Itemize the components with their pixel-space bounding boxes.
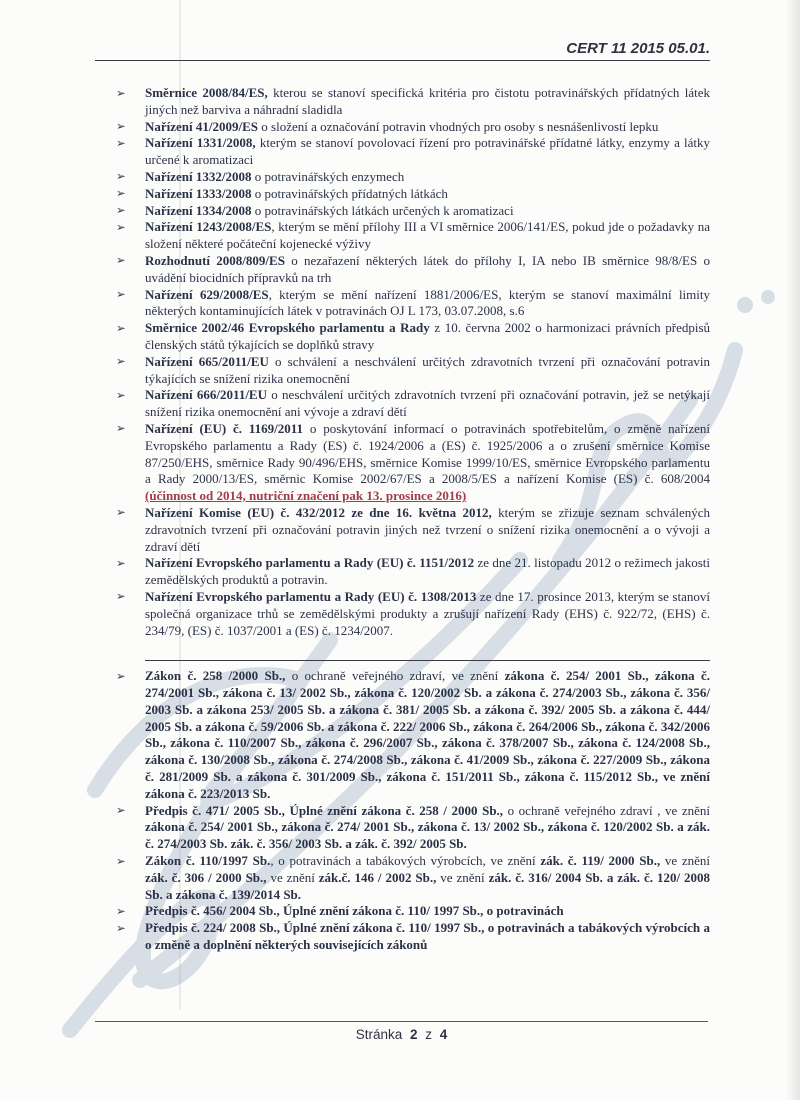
list-item-text: Nařízení (EU) č. 1169/2011 o poskytování informací o potravinách spotřebitelům, o změně nařízení Evropského parlamentu a Rady (ES) č. 1924/2006 a (ES) č. 1925/2006 a o zrušení směrnice Komise 87/250/EHS, směrnice Rady 90/496/EHS, směrnice Komise 1999/10/ES, směrnice Evropského parlamentu a Rady 2000/13/ES, směrnic Komise 2002/67/ES a 2008/5/ES a nařízení Komise (ES) č. 608/2004 (účinnost od 2014, nutriční značení pak 13. prosince 2016) xyxy=(145,420,710,504)
footer-of: z xyxy=(425,1027,433,1042)
arrow-bullet-icon: ➢ xyxy=(116,356,126,369)
list-item xyxy=(95,555,710,589)
list-item-text: Nařízení 666/2011/EU o neschválení určitých zdravotních tvrzení při označování potravin, jež se netýkají snížení rizika onemocnění ani vývoje a zdraví dětí xyxy=(145,387,710,420)
list-item-text: Předpis č. 224/ 2008 Sb., Úplné znění zákona č. 110/ 1997 Sb., o potravinách a tabákových výrobcích a o změně a doplnění některých souvisejících zákonů xyxy=(145,920,710,953)
regulation-list-1 xyxy=(95,85,710,639)
arrow-bullet-icon: ➢ xyxy=(116,289,126,302)
arrow-bullet-icon: ➢ xyxy=(116,805,126,818)
footer-page-number: 2 xyxy=(409,1027,418,1042)
list-item-text: Nařízení 1243/2008/ES, kterým se mění přílohy III a VI směrnice 2006/141/ES, pokud jde o požadavky na složení některé počáteční kojenecké výživy xyxy=(145,219,711,252)
arrow-bullet-icon: ➢ xyxy=(116,171,126,184)
list-item-text: Nařízení 629/2008/ES, kterým se mění nařízení 1881/2006/ES, kterým se stanoví maximální limity některých kontaminujících látek v potravinách OJ L 173, 03.07.2008, s.6 xyxy=(145,286,710,319)
footer-label: Stránka xyxy=(355,1027,403,1042)
list-item xyxy=(95,387,710,421)
arrow-bullet-icon: ➢ xyxy=(116,87,126,100)
list-item-text: Nařízení 41/2009/ES o složení a označování potravin vhodných pro osoby s nesnášenlivostí lepku xyxy=(145,118,659,134)
arrow-bullet-icon: ➢ xyxy=(116,905,126,918)
list-item xyxy=(95,903,710,920)
list-item xyxy=(95,853,710,903)
document-content xyxy=(95,40,710,954)
arrow-bullet-icon: ➢ xyxy=(116,205,126,218)
list-item xyxy=(95,668,710,802)
document-code: CERT 11 2015 05.01. xyxy=(566,40,710,57)
list-item-text: Nařízení 1333/2008 o potravinářských přídatných látkách xyxy=(145,185,448,201)
arrow-bullet-icon: ➢ xyxy=(116,137,126,150)
list-item-text: Nařízení 665/2011/EU o schválení a neschválení určitých zdravotních tvrzení při označování potravin týkajících se snížení rizika onemocnění xyxy=(145,353,710,386)
arrow-bullet-icon: ➢ xyxy=(116,188,126,201)
list-item-text: Rozhodnutí 2008/809/ES o nezařazení některých látek do přílohy I, IA nebo IB směrnice 98/8/ES o uvádění biocidních přípravků na trh xyxy=(145,252,710,285)
list-item-text: Předpis č. 456/ 2004 Sb., Úplné znění zákona č. 110/ 1997 Sb., o potravinách xyxy=(145,903,564,919)
list-item xyxy=(95,421,710,505)
list-item xyxy=(95,119,710,136)
arrow-bullet-icon: ➢ xyxy=(116,322,126,335)
list-item-text: Nařízení Evropského parlamentu a Rady (EU) č. 1151/2012 ze dne 21. listopadu 2012 o režimech jakosti zemědělských produktů a potravin. xyxy=(145,555,710,588)
arrow-bullet-icon: ➢ xyxy=(116,507,126,520)
list-item-text: Směrnice 2008/84/ES, kterou se stanoví specifická kritéria pro čistotu potravinářských přídatných látek jiných než barviva a náhradní sladidla xyxy=(145,85,711,117)
arrow-bullet-icon: ➢ xyxy=(116,557,126,570)
list-item-text: Předpis č. 471/ 2005 Sb., Úplné znění zákona č. 258 / 2000 Sb., o ochraně veřejného zdraví , ve znění zákona č. 254/ 2001 Sb., zákona č. 274/ 2001 Sb., zákona č. 13/ 2002 Sb., zákona č. 120/2002 Sb. a zák. č. 274/2003 Sb. zák. č. 356/ 2003 Sb. a zák. č. 392/ 2005 Sb. xyxy=(145,802,711,852)
list-item xyxy=(95,169,710,186)
arrow-bullet-icon: ➢ xyxy=(116,121,126,134)
scan-edge-shade xyxy=(786,0,800,1100)
list-item-text: Zákon č. 110/1997 Sb., o potravinách a tabákových výrobcích, ve znění zák. č. 119/ 2000 Sb., ve znění zák. č. 306 / 2000 Sb., ve znění zák.č. 146 / 2002 Sb., ve znění zák. č. 316/ 2004 Sb. a zák. č. 120/ 2008 Sb. a zákona č. 139/2014 Sb. xyxy=(145,853,711,902)
list-item-text: Nařízení 1332/2008 o potravinářských enzymech xyxy=(145,168,405,184)
page-footer xyxy=(95,1021,708,1042)
document-header xyxy=(95,40,710,61)
list-item-text: Zákon č. 258 /2000 Sb., o ochraně veřejného zdraví, ve znění zákona č. 254/ 2001 Sb., zákona č. 274/2001 Sb., zákona č. 13/ 2002 Sb., zákona č. 120/2002 Sb. a zákona č. 274/2003 Sb., zákona č. 356/ 2003 Sb. a zákona 253/ 2005 Sb. a zákona č. 381/ 2005 Sb. a zákona č. 392/ 2005 Sb. a zákona č. 444/ 2005 Sb. a zákona č. 59/2006 Sb. a zákona č. 222/ 2006 Sb., zákona č. 264/2006 Sb., zákona č. 342/2006 Sb., zákona č. 110/2007 Sb., zákona č. 296/2007 Sb., zákona č. 378/2007 Sb., zákona č. 124/2008 Sb., zákona č. 130/2008 Sb., zákona č. 274/2008 Sb., zákona č. 41/2009 Sb., zákona č. 227/2009 Sb., zákona č. 281/2009 Sb. a zákona č. 301/2009 Sb., zákona č. 151/2011 Sb., zákona č. 115/2012 Sb., ve znění zákona č. 223/2013 Sb. xyxy=(145,668,710,801)
list-item xyxy=(95,287,710,321)
list-item xyxy=(95,320,710,354)
arrow-bullet-icon: ➢ xyxy=(116,221,126,234)
list-item xyxy=(95,135,710,169)
list-item xyxy=(95,203,710,220)
arrow-bullet-icon: ➢ xyxy=(116,423,126,436)
arrow-bullet-icon: ➢ xyxy=(116,591,126,604)
list-item xyxy=(95,186,710,203)
list-item xyxy=(95,920,710,954)
arrow-bullet-icon: ➢ xyxy=(116,855,126,868)
list-item xyxy=(95,219,710,253)
footer-total-pages: 4 xyxy=(439,1027,448,1042)
regulation-list-2 xyxy=(95,668,710,954)
list-item xyxy=(95,589,710,639)
list-item-text: Nařízení Evropského parlamentu a Rady (EU) č. 1308/2013 ze dne 17. prosince 2013, kterým se stanoví společná organizace trhů se zemědělskými produkty a zrušují nařízení Rady (EHS) č. 922/72, (EHS) č. 234/79, (ES) č. 1037/2001 a (ES) č. 1234/2007. xyxy=(145,588,710,638)
arrow-bullet-icon: ➢ xyxy=(116,389,126,402)
arrow-bullet-icon: ➢ xyxy=(116,255,126,268)
list-item xyxy=(95,85,710,119)
list-item xyxy=(95,354,710,388)
list-item-text: Nařízení 1334/2008 o potravinářských látkách určených k aromatizaci xyxy=(145,202,514,218)
list-item-text: Nařízení Komise (EU) č. 432/2012 ze dne 16. května 2012, kterým se zřizuje seznam schválených zdravotních tvrzení při označování potravin jiných než tvrzení o snížení rizika onemocnění a o vývoji a zdraví dětí xyxy=(145,504,711,554)
arrow-bullet-icon: ➢ xyxy=(116,670,126,683)
list-item-text: Směrnice 2002/46 Evropského parlamentu a Rady z 10. června 2002 o harmonizaci právních předpisů členských států týkajících se doplňků stravy xyxy=(145,320,711,352)
section-divider xyxy=(145,660,710,661)
bullet-sections xyxy=(95,85,710,954)
arrow-bullet-icon: ➢ xyxy=(116,922,126,935)
list-item-text: Nařízení 1331/2008, kterým se stanoví povolovací řízení pro potravinářské přídatné látky, enzymy a látky určené k aromatizaci xyxy=(145,135,710,168)
list-item xyxy=(95,253,710,287)
list-item xyxy=(95,803,710,853)
list-item xyxy=(95,505,710,555)
